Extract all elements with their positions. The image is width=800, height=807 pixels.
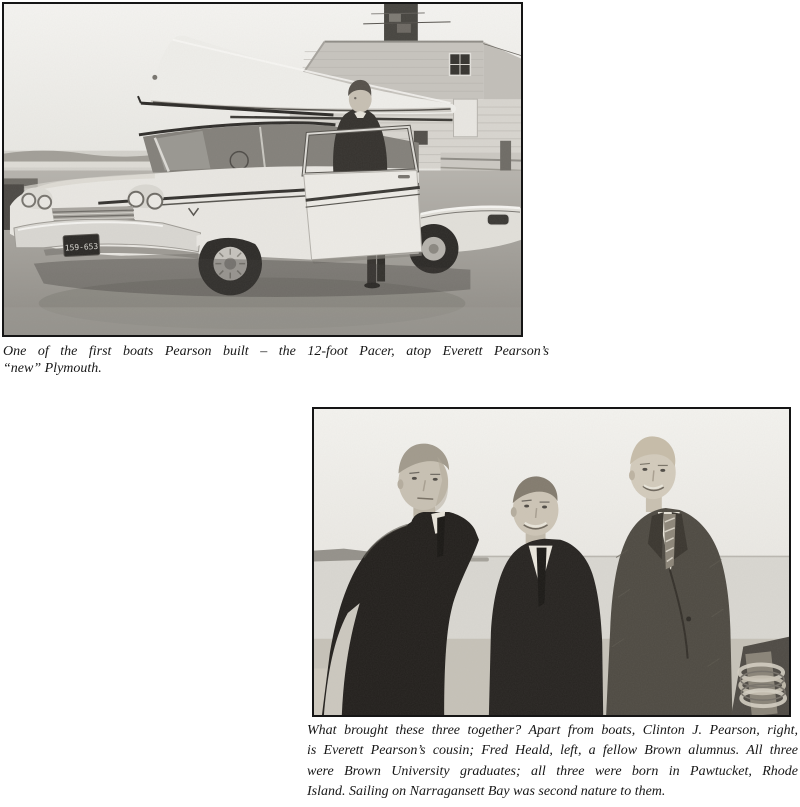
photo-grain [4,4,521,335]
caption-top-line-1: One of the first boats Pearson built – the 12-foot Pacer, atop Everett Pearson’s [3,344,549,359]
photo-bottom-art [314,409,789,715]
photo-pacer-on-plymouth [2,2,523,337]
photo-grain [314,409,789,715]
caption-top [3,343,549,377]
caption-bottom-line-3: were Brown University graduates; all three were born in Pawtucket, Rhode [307,763,798,779]
caption-bottom-line-1: What brought these three together? Apart from boats, Clinton J. Pearson, right, [307,723,798,738]
photo-top-art [4,4,521,335]
caption-bottom-line-4: Island. Sailing on Narragansett Bay was second nature to them. [307,784,666,800]
caption-top-line-2: “new” Plymouth. [3,361,102,376]
photo-three-men [312,407,791,717]
caption-bottom-line-2: is Everett Pearson’s cousin; Fred Heald, left, a fellow Brown alumnus. All three [307,743,798,759]
license-plate-text: 159-653 [64,241,99,253]
caption-bottom [307,721,798,803]
